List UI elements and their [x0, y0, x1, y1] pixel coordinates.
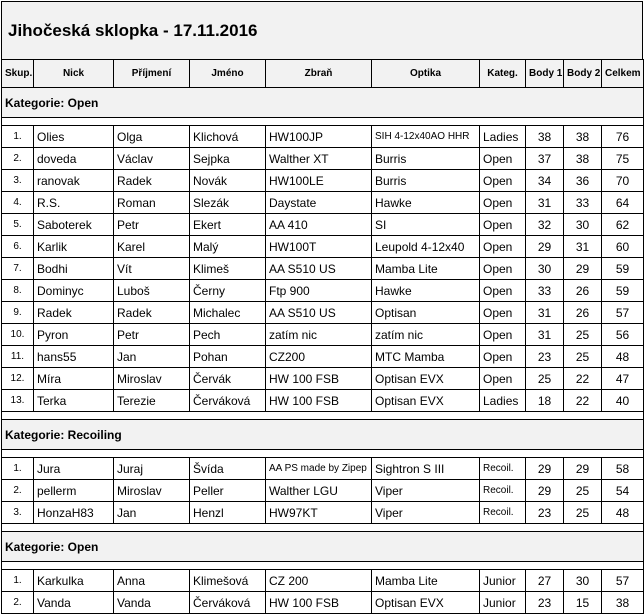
cell-category: Ladies — [480, 126, 526, 148]
cell-group: 1. — [2, 458, 34, 480]
cell-optics: Viper — [372, 502, 480, 524]
cell-weapon: HW100T — [266, 236, 372, 258]
table-row — [2, 502, 644, 524]
cell-points-1: 23 — [526, 502, 564, 524]
category-label: Kategorie: Recoiling — [2, 420, 644, 450]
cell-category: Recoil. — [480, 458, 526, 480]
table-row — [2, 368, 644, 390]
cell-nick: Dominyc — [34, 280, 114, 302]
cell-group: 2. — [2, 480, 34, 502]
table-row — [2, 346, 644, 368]
cell-category: Recoil. — [480, 480, 526, 502]
cell-weapon: HW 100 FSB — [266, 390, 372, 412]
cell-weapon: zatím nic — [266, 324, 372, 346]
table-row — [2, 280, 644, 302]
cell-firstname: Peller — [190, 480, 266, 502]
cell-points-2: 36 — [564, 170, 602, 192]
category-header-row — [2, 532, 644, 562]
col-header-category: Kateg. — [480, 60, 526, 88]
cell-nick: Radek — [34, 302, 114, 324]
cell-nick: Olies — [34, 126, 114, 148]
cell-group: 12. — [2, 368, 34, 390]
cell-total: 47 — [602, 368, 644, 390]
cell-nick: Karlik — [34, 236, 114, 258]
cell-firstname: Červák — [190, 368, 266, 390]
table-row — [2, 170, 644, 192]
cell-category: Open — [480, 192, 526, 214]
section-gap — [2, 118, 644, 126]
col-header-nick: Nick — [34, 60, 114, 88]
cell-points-2: 15 — [564, 592, 602, 614]
cell-nick: Terka — [34, 390, 114, 412]
cell-optics: Viper — [372, 480, 480, 502]
cell-nick: Bodhi — [34, 258, 114, 280]
cell-points-2: 30 — [564, 214, 602, 236]
cell-firstname: Sejpka — [190, 148, 266, 170]
cell-optics: Hawke — [372, 280, 480, 302]
cell-surname: Roman — [114, 192, 190, 214]
cell-nick: ranovak — [34, 170, 114, 192]
cell-points-1: 29 — [526, 236, 564, 258]
cell-points-2: 25 — [564, 502, 602, 524]
cell-weapon: HW100JP — [266, 126, 372, 148]
cell-points-1: 23 — [526, 592, 564, 614]
cell-points-2: 33 — [564, 192, 602, 214]
header-row — [2, 60, 644, 88]
cell-group: 7. — [2, 258, 34, 280]
table-row — [2, 390, 644, 412]
section-gap-cell — [2, 412, 644, 420]
cell-nick: pellerm — [34, 480, 114, 502]
cell-total: 40 — [602, 390, 644, 412]
cell-total: 59 — [602, 280, 644, 302]
cell-surname: Anna — [114, 570, 190, 592]
cell-group: 2. — [2, 592, 34, 614]
section-gap-cell — [2, 450, 644, 458]
cell-points-2: 31 — [564, 236, 602, 258]
cell-points-1: 38 — [526, 126, 564, 148]
cell-points-1: 31 — [526, 324, 564, 346]
cell-total: 58 — [602, 458, 644, 480]
table-row — [2, 480, 644, 502]
cell-group: 1. — [2, 570, 34, 592]
cell-points-1: 23 — [526, 346, 564, 368]
cell-nick: doveda — [34, 148, 114, 170]
cell-optics: Leupold 4-12x40 — [372, 236, 480, 258]
cell-total: 48 — [602, 502, 644, 524]
section-gap-cell — [2, 118, 644, 126]
cell-firstname: Černy — [190, 280, 266, 302]
table-row — [2, 236, 644, 258]
cell-group: 1. — [2, 126, 34, 148]
results-table — [1, 59, 644, 614]
table-row — [2, 192, 644, 214]
cell-weapon: Walther XT — [266, 148, 372, 170]
cell-total: 70 — [602, 170, 644, 192]
cell-optics: Burris — [372, 170, 480, 192]
cell-total: 54 — [602, 480, 644, 502]
cell-category: Ladies — [480, 390, 526, 412]
cell-group: 13. — [2, 390, 34, 412]
section-gap-cell — [2, 524, 644, 532]
cell-optics: SI — [372, 214, 480, 236]
cell-surname: Luboš — [114, 280, 190, 302]
cell-group: 4. — [2, 192, 34, 214]
cell-points-2: 29 — [564, 458, 602, 480]
cell-optics: Mamba Lite — [372, 570, 480, 592]
cell-optics: Optisan EVX — [372, 592, 480, 614]
cell-points-1: 18 — [526, 390, 564, 412]
col-header-group: Skup. — [2, 60, 34, 88]
cell-points-2: 25 — [564, 324, 602, 346]
cell-surname: Václav — [114, 148, 190, 170]
col-header-surname: Příjmení — [114, 60, 190, 88]
category-header-row — [2, 88, 644, 118]
cell-weapon: AA S510 US — [266, 258, 372, 280]
cell-category: Open — [480, 346, 526, 368]
cell-firstname: Slezák — [190, 192, 266, 214]
cell-nick: Vanda — [34, 592, 114, 614]
cell-category: Open — [480, 280, 526, 302]
cell-surname: Karel — [114, 236, 190, 258]
cell-points-2: 29 — [564, 258, 602, 280]
cell-points-1: 30 — [526, 258, 564, 280]
cell-optics: Hawke — [372, 192, 480, 214]
section-gap — [2, 412, 644, 420]
cell-points-1: 27 — [526, 570, 564, 592]
cell-points-2: 38 — [564, 126, 602, 148]
col-header-points-2: Body 2 — [564, 60, 602, 88]
cell-nick: Pyron — [34, 324, 114, 346]
cell-total: 76 — [602, 126, 644, 148]
cell-firstname: Klimešová — [190, 570, 266, 592]
table-row — [2, 258, 644, 280]
cell-category: Open — [480, 324, 526, 346]
section-gap — [2, 562, 644, 570]
cell-nick: Karkulka — [34, 570, 114, 592]
cell-points-1: 37 — [526, 148, 564, 170]
cell-weapon: AA PS made by Zipep — [266, 458, 372, 480]
table-row — [2, 214, 644, 236]
cell-category: Open — [480, 302, 526, 324]
cell-group: 9. — [2, 302, 34, 324]
cell-surname: Petr — [114, 214, 190, 236]
cell-total: 59 — [602, 258, 644, 280]
cell-optics: Burris — [372, 148, 480, 170]
cell-weapon: CZ200 — [266, 346, 372, 368]
cell-group: 5. — [2, 214, 34, 236]
cell-nick: HonzaH83 — [34, 502, 114, 524]
cell-total: 60 — [602, 236, 644, 258]
page-title: Jihočeská sklopka - 17.11.2016 — [8, 20, 258, 40]
category-header-row — [2, 420, 644, 450]
cell-optics: Optisan — [372, 302, 480, 324]
cell-group: 3. — [2, 170, 34, 192]
cell-surname: Vanda — [114, 592, 190, 614]
cell-optics: MTC Mamba — [372, 346, 480, 368]
cell-surname: Radek — [114, 302, 190, 324]
cell-group: 6. — [2, 236, 34, 258]
cell-group: 2. — [2, 148, 34, 170]
results-body — [2, 88, 644, 614]
cell-surname: Olga — [114, 126, 190, 148]
cell-firstname: Klichová — [190, 126, 266, 148]
cell-weapon: AA S510 US — [266, 302, 372, 324]
results-sheet — [1, 1, 643, 610]
cell-points-1: 29 — [526, 480, 564, 502]
cell-firstname: Klimeš — [190, 258, 266, 280]
section-gap-cell — [2, 562, 644, 570]
cell-category: Open — [480, 368, 526, 390]
cell-weapon: HW 100 FSB — [266, 368, 372, 390]
cell-optics: SIH 4-12x40AO HHR — [372, 126, 480, 148]
cell-firstname: Červáková — [190, 592, 266, 614]
cell-weapon: Walther LGU — [266, 480, 372, 502]
cell-firstname: Pohan — [190, 346, 266, 368]
cell-category: Open — [480, 236, 526, 258]
section-gap — [2, 524, 644, 532]
cell-points-1: 33 — [526, 280, 564, 302]
cell-category: Open — [480, 148, 526, 170]
cell-points-1: 25 — [526, 368, 564, 390]
cell-nick: Míra — [34, 368, 114, 390]
cell-total: 48 — [602, 346, 644, 368]
cell-optics: Optisan EVX — [372, 368, 480, 390]
cell-points-1: 31 — [526, 192, 564, 214]
cell-group: 10. — [2, 324, 34, 346]
cell-points-2: 25 — [564, 480, 602, 502]
cell-firstname: Červáková — [190, 390, 266, 412]
cell-firstname: Novák — [190, 170, 266, 192]
cell-group: 8. — [2, 280, 34, 302]
cell-optics: zatím nic — [372, 324, 480, 346]
cell-optics: Optisan EVX — [372, 390, 480, 412]
cell-category: Junior — [480, 592, 526, 614]
cell-category: Recoil. — [480, 502, 526, 524]
cell-category: Open — [480, 170, 526, 192]
table-row — [2, 324, 644, 346]
cell-group: 3. — [2, 502, 34, 524]
cell-nick: R.S. — [34, 192, 114, 214]
cell-total: 64 — [602, 192, 644, 214]
title-row — [1, 1, 643, 59]
table-row — [2, 148, 644, 170]
cell-weapon: Daystate — [266, 192, 372, 214]
cell-group: 11. — [2, 346, 34, 368]
cell-points-1: 32 — [526, 214, 564, 236]
cell-points-2: 38 — [564, 148, 602, 170]
cell-points-2: 26 — [564, 280, 602, 302]
cell-total: 75 — [602, 148, 644, 170]
cell-total: 57 — [602, 570, 644, 592]
category-label: Kategorie: Open — [2, 88, 644, 118]
cell-surname: Terezie — [114, 390, 190, 412]
cell-weapon: HW97KT — [266, 502, 372, 524]
cell-weapon: HW100LE — [266, 170, 372, 192]
cell-firstname: Švída — [190, 458, 266, 480]
cell-firstname: Pech — [190, 324, 266, 346]
category-label: Kategorie: Open — [2, 532, 644, 562]
col-header-total: Celkem — [602, 60, 644, 88]
cell-surname: Miroslav — [114, 368, 190, 390]
section-gap — [2, 450, 644, 458]
cell-points-1: 34 — [526, 170, 564, 192]
table-row — [2, 302, 644, 324]
cell-surname: Miroslav — [114, 480, 190, 502]
cell-weapon: HW 100 FSB — [266, 592, 372, 614]
cell-total: 62 — [602, 214, 644, 236]
cell-firstname: Malý — [190, 236, 266, 258]
cell-firstname: Michalec — [190, 302, 266, 324]
cell-points-2: 22 — [564, 390, 602, 412]
cell-surname: Radek — [114, 170, 190, 192]
cell-surname: Jan — [114, 502, 190, 524]
cell-weapon: CZ 200 — [266, 570, 372, 592]
cell-category: Open — [480, 214, 526, 236]
cell-points-2: 30 — [564, 570, 602, 592]
cell-points-1: 31 — [526, 302, 564, 324]
cell-weapon: Ftp 900 — [266, 280, 372, 302]
cell-points-2: 26 — [564, 302, 602, 324]
col-header-points-1: Body 1 — [526, 60, 564, 88]
cell-total: 57 — [602, 302, 644, 324]
col-header-weapon: Zbraň — [266, 60, 372, 88]
cell-surname: Petr — [114, 324, 190, 346]
table-row — [2, 592, 644, 614]
cell-category: Junior — [480, 570, 526, 592]
cell-points-2: 25 — [564, 346, 602, 368]
cell-nick: hans55 — [34, 346, 114, 368]
cell-nick: Saboterek — [34, 214, 114, 236]
cell-firstname: Henzl — [190, 502, 266, 524]
cell-nick: Jura — [34, 458, 114, 480]
cell-surname: Juraj — [114, 458, 190, 480]
cell-weapon: AA 410 — [266, 214, 372, 236]
col-header-firstname: Jméno — [190, 60, 266, 88]
cell-surname: Vít — [114, 258, 190, 280]
table-row — [2, 458, 644, 480]
cell-firstname: Ekert — [190, 214, 266, 236]
cell-surname: Jan — [114, 346, 190, 368]
col-header-optics: Optika — [372, 60, 480, 88]
cell-points-1: 29 — [526, 458, 564, 480]
cell-category: Open — [480, 258, 526, 280]
cell-total: 56 — [602, 324, 644, 346]
table-row — [2, 126, 644, 148]
cell-optics: Sightron S III — [372, 458, 480, 480]
table-row — [2, 570, 644, 592]
cell-points-2: 22 — [564, 368, 602, 390]
cell-optics: Mamba Lite — [372, 258, 480, 280]
cell-total: 38 — [602, 592, 644, 614]
